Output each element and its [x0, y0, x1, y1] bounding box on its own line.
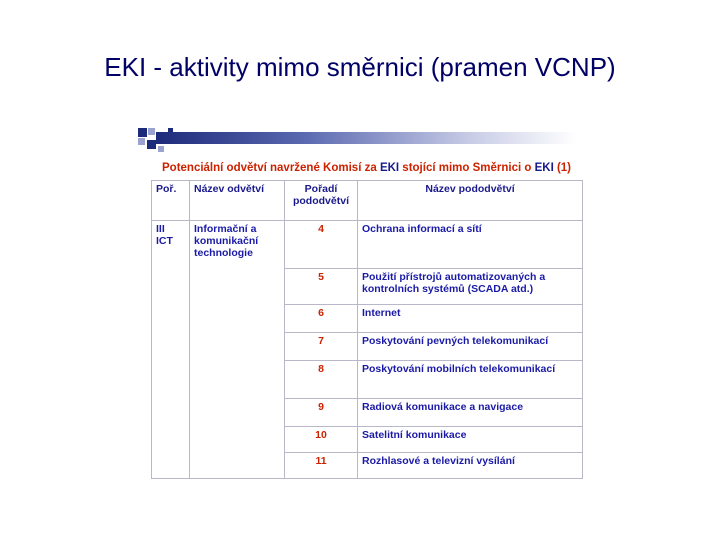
sector-roman: III	[156, 223, 165, 235]
subsector-cell: Ochrana informací a sítí	[358, 221, 583, 269]
caption-eki-1: EKI	[379, 162, 400, 174]
subsector-cell: Internet	[358, 305, 583, 333]
order-value: 5	[318, 271, 324, 283]
sector-name: Informační a komunikační technologie	[194, 223, 259, 259]
order-value: 4	[318, 223, 324, 235]
decorative-header-bar	[138, 128, 578, 160]
sector-number-cell	[152, 221, 190, 479]
table-row	[152, 221, 583, 269]
header-nr: Poř.	[152, 181, 190, 221]
subsector-cell: Poskytování mobilních telekomunikací	[358, 361, 583, 399]
order-cell	[285, 361, 358, 399]
caption-part-5: (1)	[553, 162, 572, 174]
order-cell	[285, 221, 358, 269]
caption-part-1: Potenciální odvětví navržené Komisí za	[162, 162, 380, 174]
table-header-row	[152, 181, 583, 221]
order-value: 9	[318, 401, 324, 413]
header-order: Pořadí pododvětví	[285, 181, 358, 221]
order-value: 7	[318, 335, 324, 347]
order-value: 11	[315, 455, 327, 467]
order-cell	[285, 305, 358, 333]
subsector-cell: Použití přístrojů automatizovaných a kontrolních systémů (SCADA atd.)	[358, 269, 583, 305]
subsector-table	[151, 180, 572, 480]
order-cell	[285, 269, 358, 305]
sector-name-cell	[190, 221, 285, 479]
caption-part-3: stojící mimo Směrnici o	[399, 162, 535, 174]
order-cell	[285, 453, 358, 479]
header-sector-name: Název odvětví	[190, 181, 285, 221]
order-value: 10	[315, 429, 327, 441]
table-caption	[162, 162, 582, 174]
order-value: 8	[318, 363, 324, 375]
sector-abbr: ICT	[156, 235, 173, 247]
order-cell	[285, 399, 358, 427]
subsector-cell: Satelitní komunikace	[358, 427, 583, 453]
caption-eki-2: EKI	[534, 162, 554, 174]
order-cell	[285, 333, 358, 361]
subsector-cell: Rozhlasové a televizní vysílání	[358, 453, 583, 479]
order-cell	[285, 427, 358, 453]
subsector-cell: Poskytování pevných telekomunikací	[358, 333, 583, 361]
subsector-cell: Radiová komunikace a navigace	[358, 399, 583, 427]
slide-title: EKI - aktivity mimo směrnici (pramen VCNP)	[104, 52, 616, 82]
header-subsector-name: Název pododvětví	[358, 181, 583, 221]
order-value: 6	[318, 307, 324, 319]
